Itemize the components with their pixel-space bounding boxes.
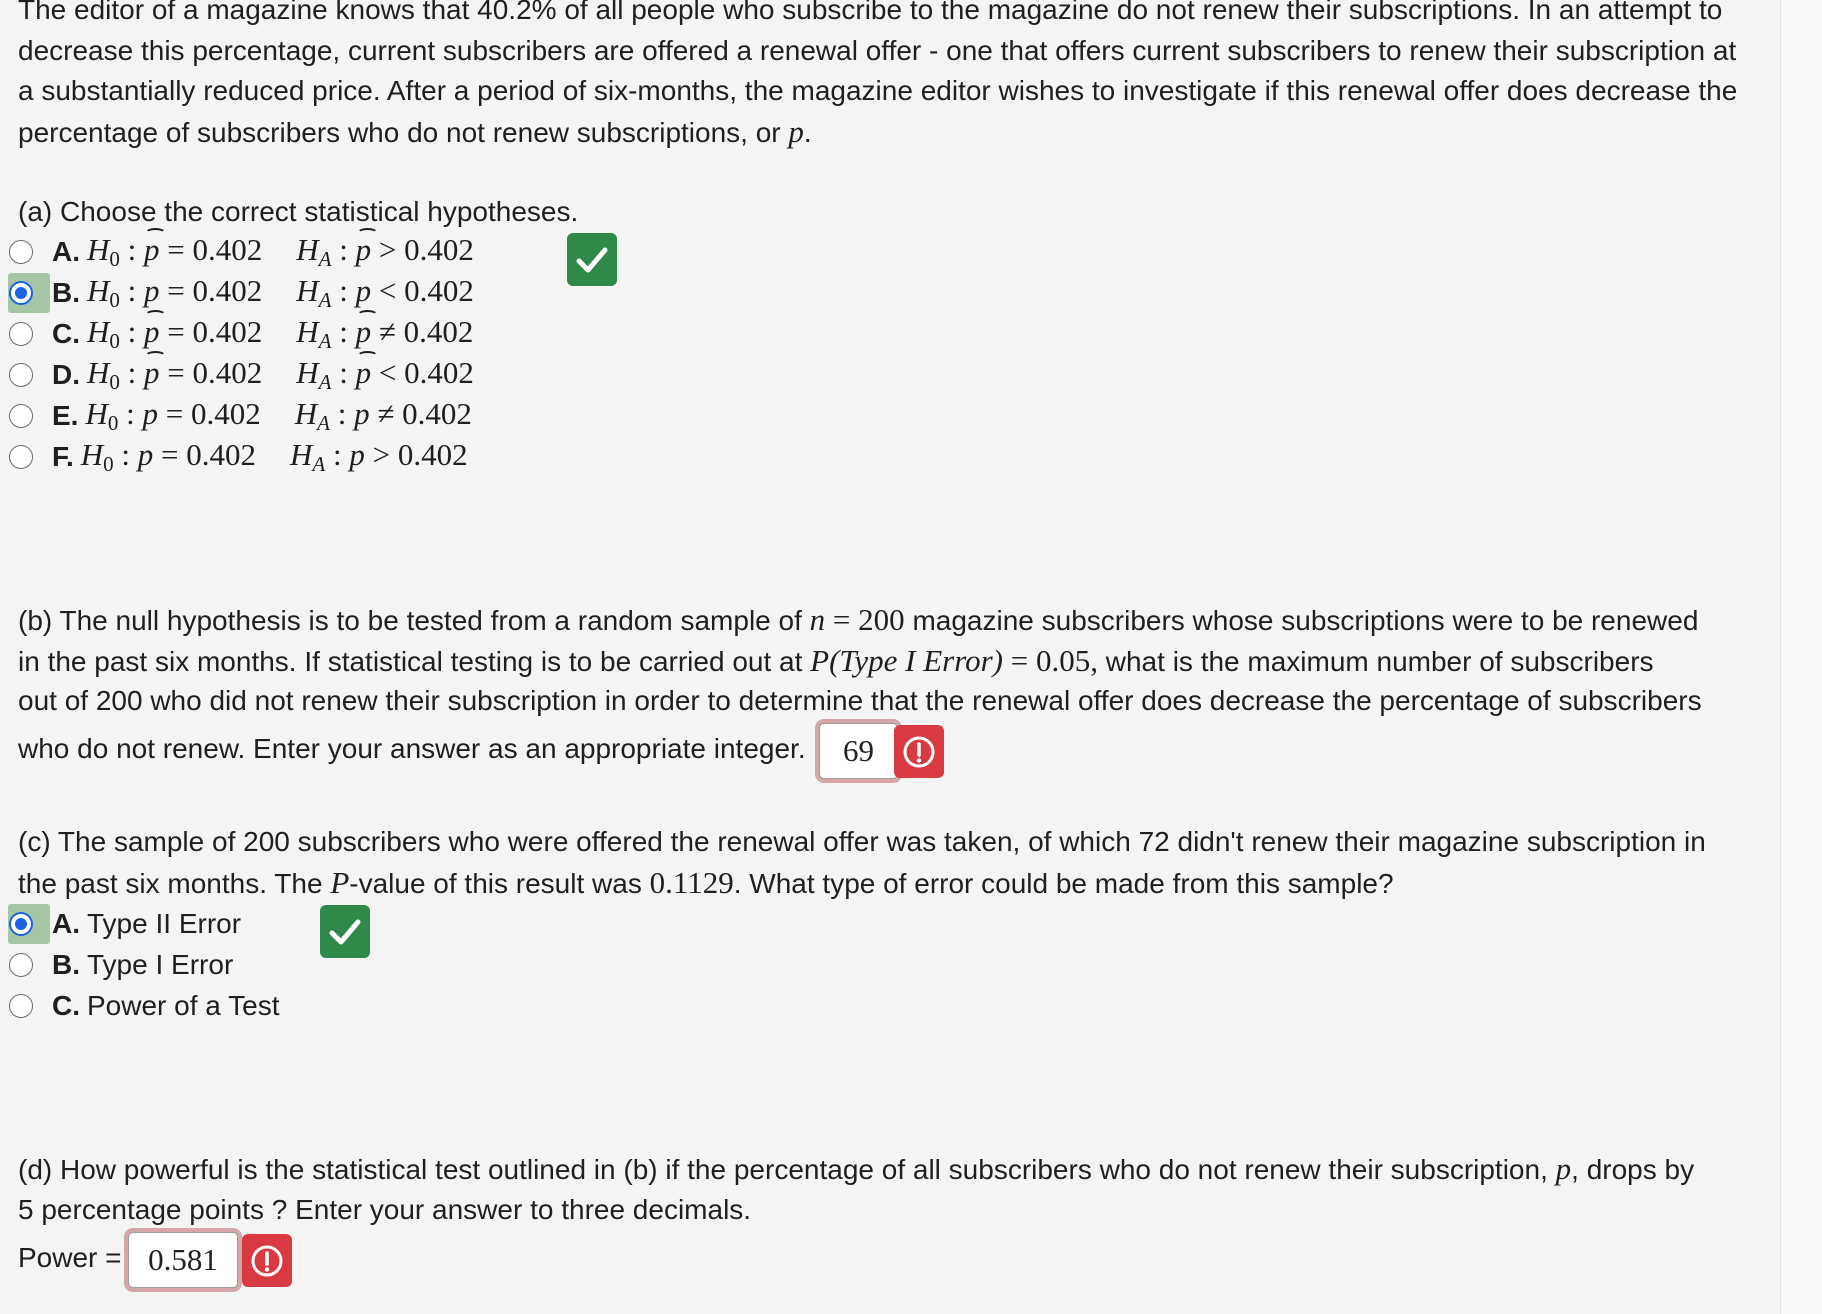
option-letter: C. xyxy=(52,990,80,1021)
part-d-line-1: (d) How powerful is the statistical test outlined in (b) if the percentage of all subscribers who do not renew their subscription, p, drops by xyxy=(18,1151,1695,1186)
part-b-line-3: out of 200 who did not renew their subscription in order to determine that the renewal offer does decrease the percentage of subscribers xyxy=(18,685,1702,716)
radio-button-wrapper[interactable] xyxy=(8,437,50,477)
checkmark-icon xyxy=(328,917,362,947)
option-formula: $H_0$ : p = 0.402 $H_A$ : p > 0.402 xyxy=(87,232,474,271)
option-formula: $H_0$ : p = 0.402 $H_A$ : p < 0.402 xyxy=(87,273,474,312)
part-b-answer-input[interactable]: 69 xyxy=(819,723,898,779)
power-label: Power = xyxy=(18,1242,122,1273)
part-c-line-2: the past six months. The P-value of this result was 0.1129. What type of error could be made from this sample? xyxy=(18,865,1394,900)
radio-button-wrapper[interactable] xyxy=(8,273,50,313)
intro-paragraph: The editor of a magazine knows that 40.2% of all people who subscribe to the magazine do not renew their subscriptions. In an attempt to decrease this percentage, current subscribers are offered a renewal offer - one that offers current subscribers to renew their subscription at a substantially reduced price. After a period of six-months, the magazine editor wishes to investigate if this renewal offer does decrease the percentage of subscribers who do not renew subscriptions, or p. xyxy=(18,0,1738,149)
radio-button[interactable] xyxy=(9,445,33,469)
radio-button[interactable] xyxy=(9,912,33,936)
radio-button-wrapper[interactable] xyxy=(8,355,50,395)
checkmark-icon xyxy=(575,245,609,275)
option-letter: A. xyxy=(52,908,80,939)
option-letter: E. xyxy=(52,400,79,431)
option-label: Power of a Test xyxy=(87,990,280,1021)
option-letter: D. xyxy=(52,359,80,390)
option-formula: $H_0$ : p = 0.402 $H_A$ : p > 0.402 xyxy=(80,437,468,476)
option-label: Type II Error xyxy=(87,908,242,939)
radio-button-wrapper[interactable] xyxy=(8,396,50,436)
option-label: Type I Error xyxy=(87,949,234,980)
power-answer-input[interactable]: 0.581 xyxy=(128,1232,238,1288)
radio-button-wrapper[interactable] xyxy=(8,904,50,944)
radio-button-wrapper[interactable] xyxy=(8,232,50,272)
scrollbar[interactable] xyxy=(1780,0,1822,1314)
radio-button[interactable] xyxy=(9,240,33,264)
radio-button[interactable] xyxy=(9,322,33,346)
part-b-line-2: in the past six months. If statistical testing is to be carried out at P(Type I Error) = 0.05, what is the maximum number of subscribers xyxy=(18,643,1654,678)
option-letter: F. xyxy=(52,441,74,472)
radio-button[interactable] xyxy=(9,281,33,305)
part-b-line-1: (b) The null hypothesis is to be tested from a random sample of n = 200 magazine subscribers whose subscriptions were to be renewed xyxy=(18,602,1699,637)
radio-button[interactable] xyxy=(9,404,33,428)
part-a-correct-badge xyxy=(567,233,617,286)
part-c-option[interactable] xyxy=(18,986,279,1026)
exclamation-circle-icon xyxy=(250,1244,284,1278)
part-a-prompt: (a) Choose the correct statistical hypotheses. xyxy=(18,196,579,227)
part-b-line-4: who do not renew. Enter your answer as an appropriate integer. xyxy=(18,733,806,764)
part-a-option[interactable] xyxy=(18,396,472,436)
part-c-line-1: (c) The sample of 200 subscribers who were offered the renewal offer was taken, of which 72 didn't renew their magazine subscription in xyxy=(18,826,1706,857)
radio-button-wrapper[interactable] xyxy=(8,314,50,354)
part-c-correct-badge xyxy=(320,905,370,958)
option-letter: A. xyxy=(52,236,80,267)
option-letter: C. xyxy=(52,318,80,349)
part-a-option[interactable] xyxy=(18,232,474,272)
part-a-option[interactable] xyxy=(18,437,468,477)
radio-button[interactable] xyxy=(9,363,33,387)
radio-button-wrapper[interactable] xyxy=(8,986,50,1026)
part-a-option[interactable] xyxy=(18,314,473,354)
option-letter: B. xyxy=(52,949,80,980)
radio-button-wrapper[interactable] xyxy=(8,945,50,985)
option-formula: $H_0$ : p = 0.402 $H_A$ : p ≠ 0.402 xyxy=(87,314,474,353)
part-a-option[interactable] xyxy=(18,273,474,313)
radio-button[interactable] xyxy=(9,994,33,1018)
radio-button[interactable] xyxy=(9,953,33,977)
part-c-option[interactable] xyxy=(18,904,241,944)
part-a-option[interactable] xyxy=(18,355,474,395)
part-d-line-2: 5 percentage points ? Enter your answer to three decimals. xyxy=(18,1194,752,1225)
part-d-error-badge[interactable] xyxy=(242,1234,292,1287)
part-c-option[interactable] xyxy=(18,945,233,985)
part-b-error-badge[interactable] xyxy=(894,725,944,778)
option-letter: B. xyxy=(52,277,80,308)
option-formula: $H_0$ : p = 0.402 $H_A$ : p < 0.402 xyxy=(87,355,474,394)
option-formula: $H_0$ : p = 0.402 $H_A$ : p ≠ 0.402 xyxy=(85,396,472,435)
exclamation-circle-icon xyxy=(902,735,936,769)
